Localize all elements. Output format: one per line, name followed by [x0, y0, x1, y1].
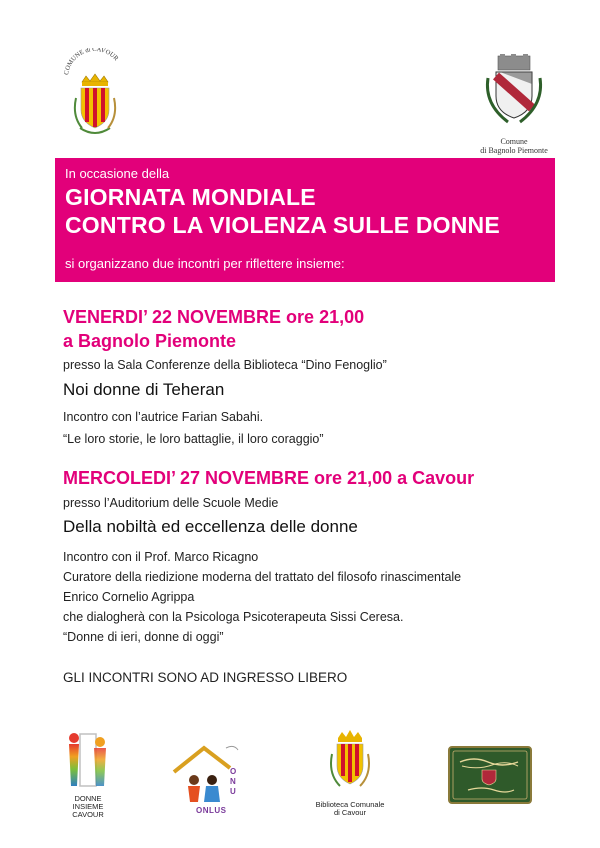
cavour-crest-small-icon — [310, 730, 390, 792]
bagnolo-caption-1: Comune — [500, 137, 528, 146]
donne-caption-2: INSIEME — [72, 802, 104, 811]
event2-line5: “Donne di ieri, donne di oggi” — [63, 630, 224, 644]
svg-text:U: U — [230, 787, 236, 796]
banner-intro: In occasione della — [65, 166, 170, 181]
event2-line4: che dialogherà con la Psicologa Psicoterapeuta Sissi Ceresa. — [63, 610, 404, 624]
library-plaque-icon — [448, 746, 532, 804]
banner-title-line1: GIORNATA MONDIALE — [65, 184, 316, 210]
donne-caption-3: CAVOUR — [72, 810, 104, 819]
event1-title: Noi donne di Teheran — [63, 380, 225, 399]
free-entry-notice: GLI INCONTRI SONO AD INGRESSO LIBERO — [63, 670, 348, 685]
biblioteca-dino-fenoglio-logo — [448, 746, 532, 804]
cavour-crest-icon — [60, 48, 130, 143]
event1-line2: “Le loro storie, le loro battaglie, il loro coraggio” — [63, 432, 324, 446]
bagnolo-caption-2: di Bagnolo Piemonte — [480, 146, 548, 155]
event2-venue: presso l’Auditorium delle Scuole Medie — [63, 496, 279, 510]
event2-title: Della nobiltà ed eccellenza delle donne — [63, 517, 358, 536]
event1-line1: Incontro con l’autrice Farian Sabahi. — [63, 410, 264, 424]
cavour-caption: COMUNE di CAVOUR — [63, 48, 120, 76]
event-banner — [55, 158, 555, 282]
event1-place: a Bagnolo Piemonte — [63, 331, 237, 351]
onlus-logo — [168, 742, 246, 820]
event2-date: MERCOLEDI’ 27 NOVEMBRE ore 21,00 a Cavour — [63, 468, 475, 488]
event1-date: VENERDI’ 22 NOVEMBRE ore 21,00 — [63, 307, 365, 327]
svg-text:O: O — [230, 767, 237, 776]
svg-text:N: N — [230, 777, 236, 786]
event2-line1: Incontro con il Prof. Marco Ricagno — [63, 550, 259, 564]
event2-line3: Enrico Cornelio Agrippa — [63, 590, 195, 604]
donne-insieme-icon — [60, 730, 116, 788]
banner-title-line2: CONTRO LA VIOLENZA SULLE DONNE — [65, 212, 500, 238]
event2-line2: Curatore della riedizione moderna del trattato del filosofo rinascimentale — [63, 570, 462, 584]
donne-caption-1: DONNE — [74, 794, 102, 803]
donne-insieme-logo — [60, 730, 116, 820]
biblioteca-cavour-logo — [310, 730, 390, 825]
cavour-logo — [60, 48, 130, 143]
svg-text:COMUNE di CAVOUR — [63, 48, 120, 75]
house-children-icon — [168, 742, 246, 806]
event1-venue: presso la Sala Conferenze della Biblioteca “Dino Fenoglio” — [63, 358, 387, 372]
biblio-caption-2: di Cavour — [333, 808, 367, 817]
bagnolo-crest-icon — [478, 54, 550, 126]
bagnolo-logo — [478, 54, 550, 155]
banner-subtitle: si organizzano due incontri per riflettere insieme: — [65, 256, 345, 271]
biblio-caption-1: Biblioteca Comunale — [315, 800, 385, 809]
onlus-label: ONLUS — [196, 806, 227, 815]
